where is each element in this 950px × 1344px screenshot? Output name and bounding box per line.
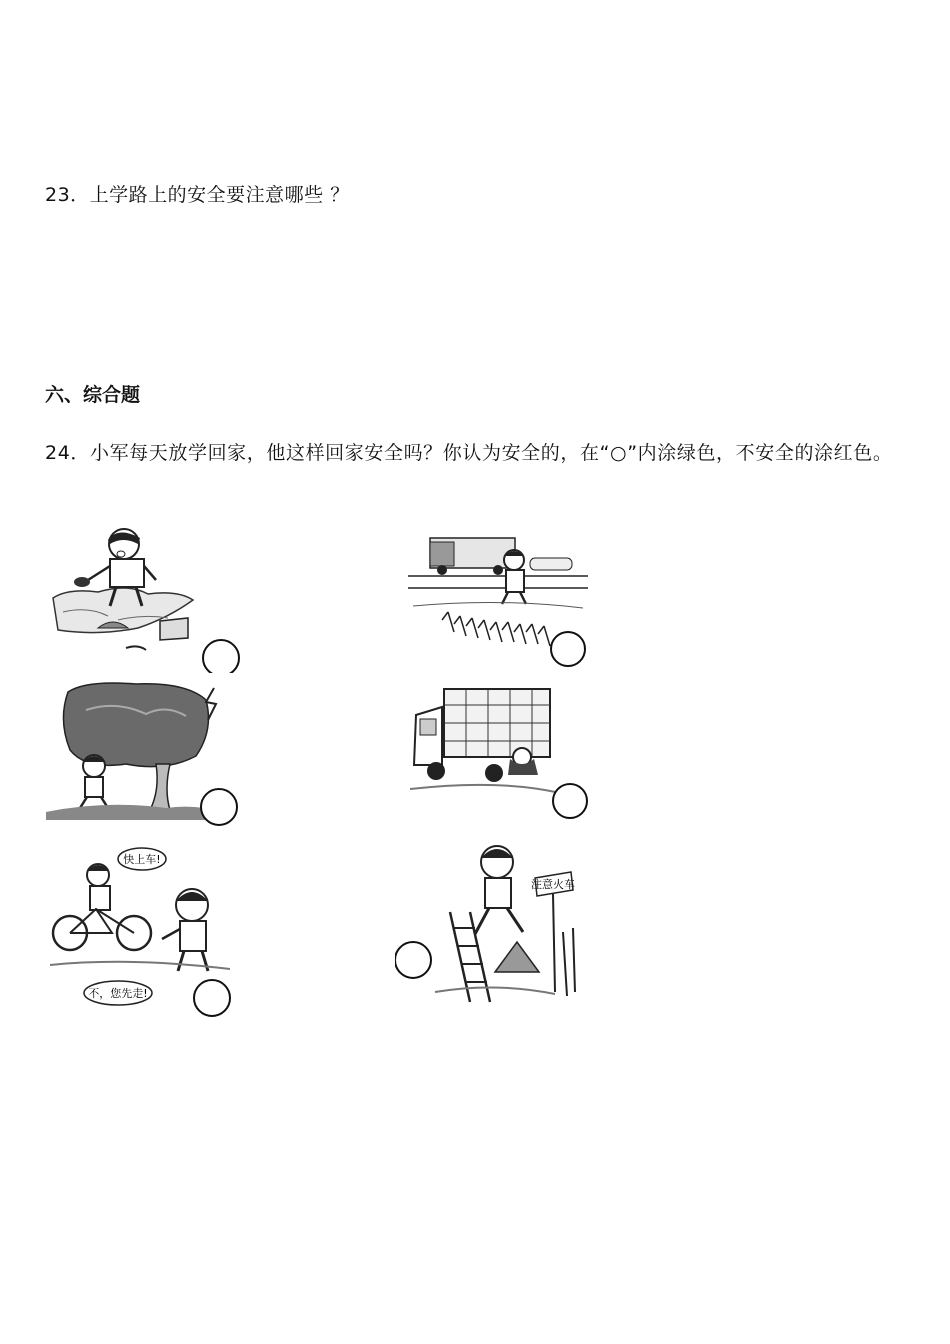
bicycle-invitation-illustration <box>50 845 245 1020</box>
boy-crossing-rail-track-illustration <box>395 842 585 1007</box>
question-23: 23．上学路上的安全要注意哪些 ？ <box>45 184 350 206</box>
boy-walking-beside-road-illustration <box>408 532 593 672</box>
boy-under-tree-in-storm-illustration <box>46 680 241 830</box>
section-title: 六、综合题 <box>45 384 141 406</box>
answer-circle-3 <box>201 789 237 825</box>
answer-circle-2 <box>551 632 585 666</box>
answer-circle-4 <box>553 784 587 818</box>
answer-circle-5 <box>194 980 230 1016</box>
question-24: 24．小军每天放学回家，他这样回家安全吗？你认为安全的，在“○”内涂绿色，不安全的涂红色。 <box>45 442 893 464</box>
speech-top: 快上车! <box>123 853 161 866</box>
sign-text: 注意火车 <box>531 878 575 891</box>
answer-circle-6 <box>395 942 431 978</box>
answer-circle-1 <box>203 640 239 673</box>
boy-playing-in-water-illustration <box>48 528 243 673</box>
speech-bottom: 不，您先走! <box>88 987 148 1000</box>
boy-hanging-on-truck-illustration <box>410 685 595 825</box>
